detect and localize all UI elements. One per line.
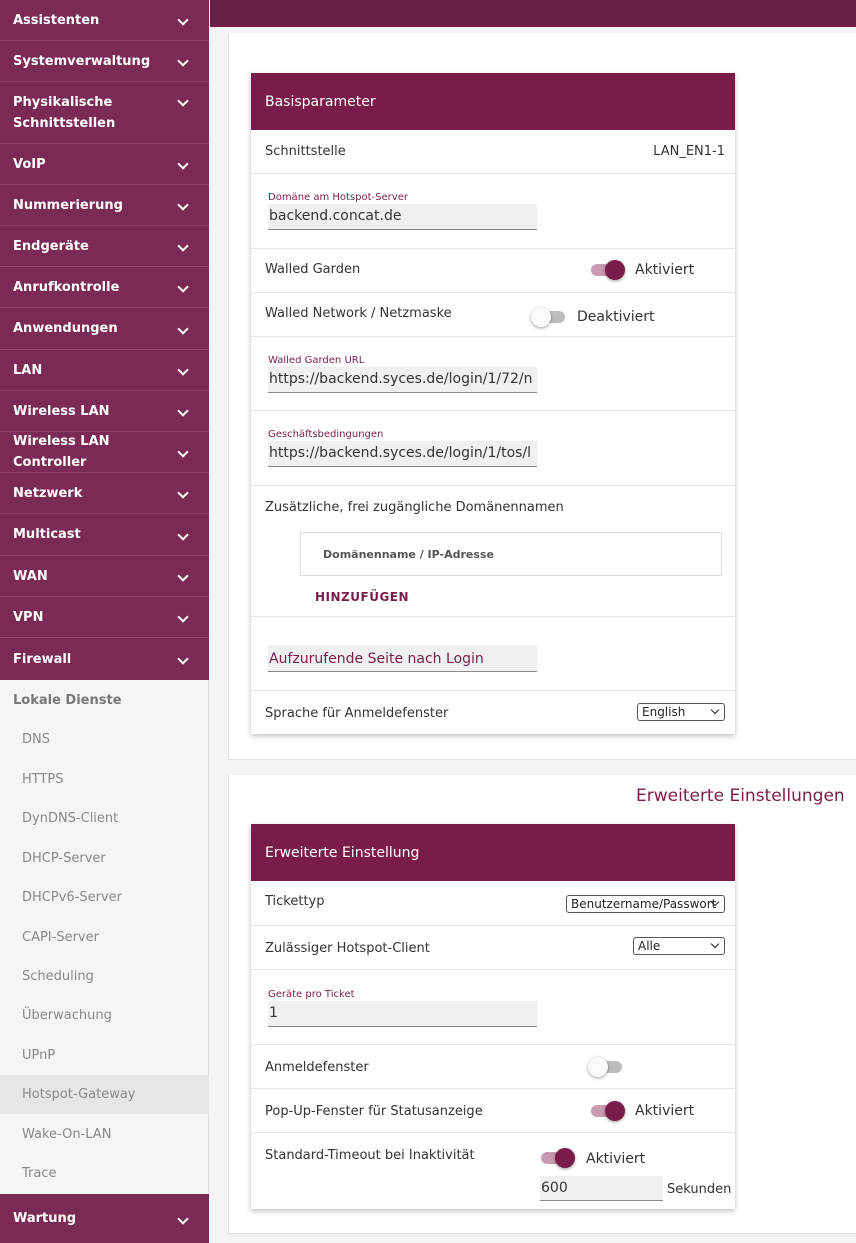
row-terms — [251, 411, 735, 486]
nav-item-label: Netzwerk — [13, 485, 83, 501]
chevron-down-icon — [177, 281, 188, 292]
nav-item-label: Systemverwaltung — [13, 53, 151, 69]
nav-item-label: Anwendungen — [13, 321, 118, 336]
nav-sub-capi-server[interactable]: CAPI-Server — [22, 930, 99, 945]
devices-field — [268, 989, 537, 1027]
walled-garden-toggle[interactable] — [591, 260, 623, 280]
chevron-down-icon — [177, 14, 188, 25]
domain-table-header: Domänenname / IP-Adresse — [300, 532, 722, 576]
row-wg-url — [251, 337, 735, 411]
terms-label: Geschäftsbedingungen — [268, 429, 384, 440]
nav-sub-dyndns-client[interactable]: DynDNS-Client — [22, 811, 119, 826]
add-domain-button[interactable]: HINZUFÜGEN — [315, 590, 410, 604]
chevron-down-icon — [177, 199, 188, 210]
nav-item-anwendungen[interactable] — [0, 308, 209, 350]
nav-item-label: Multicast — [13, 527, 81, 542]
wg-url-label: Walled Garden URL — [268, 355, 365, 366]
terms-input[interactable]: https://backend.syces.de/login/1/tos/l — [268, 441, 537, 467]
row-ticket-type — [251, 881, 735, 926]
client-label: Zulässiger Hotspot-Client — [265, 941, 430, 956]
chevron-down-icon — [177, 611, 188, 622]
chevron-down-icon — [711, 940, 719, 948]
chevron-down-icon — [177, 323, 188, 334]
interface-value: LAN_EN1-1 — [653, 144, 725, 159]
row-client — [251, 926, 735, 970]
card-title: Basisparameter — [251, 73, 735, 130]
nav-sub-https[interactable]: HTTPS — [22, 772, 64, 787]
chevron-down-icon — [711, 706, 719, 714]
chevron-down-icon — [177, 487, 188, 498]
advanced-card — [251, 824, 735, 1209]
nav-item-assistenten[interactable] — [0, 0, 209, 41]
nav-item-label: VPN — [13, 609, 44, 625]
row-interface — [251, 130, 735, 174]
walled-network-label: Walled Network / Netzmaske — [265, 306, 452, 321]
nav-item-label: Wartung — [13, 1211, 77, 1226]
domain-label: Domäne am Hotspot-Server — [268, 192, 408, 203]
wg-url-input[interactable]: https://backend.syces.de/login/1/72/n — [268, 367, 537, 393]
advanced-section-title: Erweiterte Einstellungen — [636, 786, 845, 806]
nav-item-multicast[interactable] — [0, 514, 209, 556]
nav-sub-wake-on-lan[interactable]: Wake-On-LAN — [22, 1127, 112, 1142]
chevron-down-icon — [177, 529, 188, 540]
login-window-toggle[interactable] — [590, 1057, 622, 1077]
chevron-down-icon — [177, 364, 188, 375]
nav-item-label: WAN — [13, 568, 48, 584]
nav-sub-dhcpv6-server[interactable]: DHCPv6-Server — [22, 890, 122, 905]
walled-garden-label: Walled Garden — [265, 262, 361, 277]
walled-network-state: Deaktiviert — [577, 309, 655, 325]
chevron-down-icon — [177, 95, 188, 106]
timeout-input[interactable]: 600 — [540, 1176, 663, 1201]
nav-item-label: VoIP — [13, 156, 46, 172]
row-language — [251, 691, 735, 734]
nav-item-wartung[interactable] — [0, 1194, 209, 1243]
row-devices — [251, 970, 735, 1045]
nav-item-lan[interactable] — [0, 350, 209, 391]
interface-label: Schnittstelle — [265, 144, 346, 159]
nav-item-nummerierung[interactable] — [0, 185, 209, 226]
nav-item-physikalische-schnittstellen[interactable] — [0, 82, 209, 144]
nav-sub-scheduling[interactable]: Scheduling — [22, 969, 94, 984]
timeout-state: Aktiviert — [586, 1151, 646, 1167]
row-extra-domains — [251, 486, 735, 617]
top-bar — [210, 0, 856, 27]
domain-input[interactable]: backend.concat.de — [268, 204, 537, 230]
basis-card — [251, 73, 735, 734]
nav-item-systemverwaltung[interactable] — [0, 41, 209, 82]
domain-field — [268, 192, 537, 230]
chevron-down-icon — [177, 653, 188, 664]
nav-item-label: Endgeräte — [13, 238, 89, 254]
nav-item-label: Assistenten — [13, 12, 100, 28]
card-title: Erweiterte Einstellung — [251, 824, 735, 881]
login-page-input[interactable]: Aufzurufende Seite nach Login — [268, 645, 537, 672]
row-domain — [251, 174, 735, 249]
timeout-unit: Sekunden — [667, 1182, 732, 1197]
nav-item-label: Nummerierung — [13, 197, 123, 213]
language-label: Sprache für Anmeldefenster — [265, 706, 449, 721]
row-popup — [251, 1089, 735, 1133]
terms-field — [268, 429, 537, 467]
nav-item-anrufkontrolle[interactable] — [0, 267, 209, 308]
nav-item-voip[interactable] — [0, 144, 209, 185]
nav-sub-ueberwachung[interactable]: Überwachung — [22, 1008, 112, 1023]
nav-item-wireless-lan[interactable] — [0, 391, 209, 432]
chevron-down-icon — [177, 570, 188, 581]
nav-sub-dns[interactable]: DNS — [22, 732, 50, 747]
nav-item-label: Firewall — [13, 651, 72, 667]
ticket-type-select[interactable] — [566, 895, 725, 913]
popup-toggle[interactable] — [591, 1101, 623, 1121]
devices-input[interactable]: 1 — [268, 1001, 537, 1027]
nav-item-label: LAN — [13, 362, 43, 378]
row-login-page — [251, 617, 735, 691]
walled-network-toggle[interactable] — [533, 307, 565, 327]
popup-label: Pop-Up-Fenster für Statusanzeige — [265, 1104, 483, 1119]
chevron-down-icon — [177, 240, 188, 251]
devices-label: Geräte pro Ticket — [268, 989, 355, 1000]
walled-garden-state: Aktiviert — [635, 262, 695, 278]
nav-item-firewall[interactable] — [0, 638, 209, 680]
ticket-type-value: Benutzername/Passwort — [571, 897, 717, 911]
login-window-label: Anmeldefenster — [265, 1060, 369, 1075]
nav-item-label: Physikalische Schnittstellen — [13, 94, 116, 131]
row-walled-garden — [251, 249, 735, 293]
popup-state: Aktiviert — [635, 1103, 695, 1119]
timeout-toggle[interactable] — [541, 1148, 573, 1168]
nav-sub-dhcp-server[interactable]: DHCP-Server — [22, 851, 106, 866]
client-select[interactable] — [633, 937, 725, 955]
nav-item-wireless-lan-controller[interactable] — [0, 432, 209, 473]
row-walled-network — [251, 293, 735, 337]
nav-item-label: Wireless LAN — [13, 403, 110, 419]
nav-item-label: Wireless LAN Controller — [13, 434, 110, 470]
sidebar — [0, 0, 209, 1243]
chevron-down-icon — [177, 158, 188, 169]
wg-url-field — [268, 355, 537, 393]
ticket-type-label: Tickettyp — [265, 894, 325, 909]
nav-sub-upnp[interactable]: UPnP — [22, 1048, 56, 1063]
extra-domains-label: Zusätzliche, frei zugängliche Domänennamen — [265, 500, 564, 515]
language-select[interactable] — [637, 703, 725, 721]
chevron-down-icon — [177, 55, 188, 66]
nav-sub-hotspot-gateway[interactable]: Hotspot-Gateway — [0, 1075, 209, 1114]
nav-item-wan[interactable] — [0, 556, 209, 597]
chevron-down-icon — [177, 405, 188, 416]
row-timeout — [251, 1133, 735, 1209]
nav-item-label: Anrufkontrolle — [13, 279, 120, 295]
login-page-field — [268, 645, 537, 672]
client-value: Alle — [638, 939, 661, 953]
chevron-down-icon — [177, 1213, 188, 1224]
timeout-label: Standard-Timeout bei Inaktivität — [265, 1148, 475, 1163]
nav-section-lokale-dienste[interactable]: Lokale Dienste — [13, 692, 122, 708]
language-value: English — [642, 705, 686, 719]
nav-sub-trace[interactable]: Trace — [22, 1166, 57, 1181]
nav-item-vpn[interactable] — [0, 597, 209, 638]
nav-item-netzwerk[interactable] — [0, 473, 209, 514]
row-login-window — [251, 1045, 735, 1089]
nav-item-endgeraete[interactable] — [0, 226, 209, 267]
